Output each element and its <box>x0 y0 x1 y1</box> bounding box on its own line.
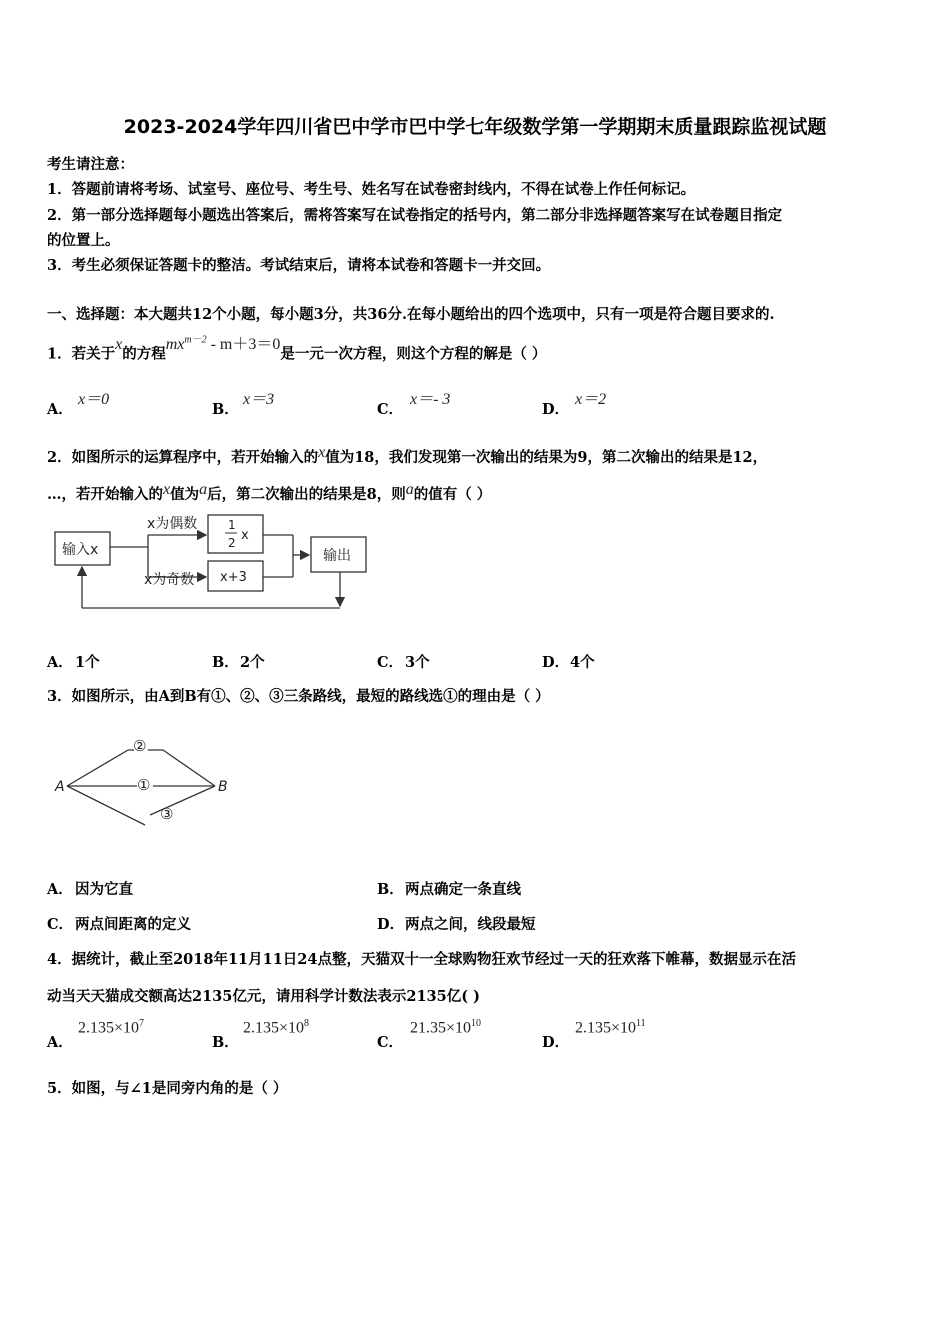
plus3-label: x+3 <box>220 570 247 585</box>
option-label: B． <box>212 654 239 671</box>
route-1-label: ① <box>137 776 151 794</box>
route-2 <box>67 750 128 786</box>
half-num: 1 <box>228 518 236 532</box>
option-label: C． <box>377 1034 404 1051</box>
option-label: D． <box>542 401 570 418</box>
option-value: x＝0 <box>78 391 110 408</box>
question-3: 3．如图所示，由A到B有①、②、③三条路线，最短的路线选①的理由是（ ） <box>47 688 550 705</box>
q2-var: a <box>405 481 414 498</box>
question-2-line2 <box>47 483 491 504</box>
notice-item: 的位置上。 <box>47 232 120 249</box>
q1-text: 的方程 <box>122 345 166 363</box>
q1-eq-exp: m－2 <box>184 335 207 346</box>
notice-item: 3．考生必须保证答题卡的整洁。考试结束后，请将本试卷和答题卡一并交回。 <box>47 257 551 274</box>
option-value: 4个 <box>570 654 595 671</box>
routes-diagram <box>45 730 245 830</box>
option-value: 2个 <box>240 654 265 671</box>
option-value: $2.135\times 10^{11}$ <box>575 1018 646 1037</box>
option-value: x＝2 <box>575 391 607 408</box>
option-label: A． <box>47 401 73 418</box>
option-label: B． <box>212 1034 239 1051</box>
option-label: D． <box>542 1034 570 1051</box>
option-label: C． <box>47 916 74 933</box>
question-2-line1 <box>47 446 767 467</box>
option-value: 两点之间，线段最短 <box>405 916 536 933</box>
notice-item: 1．答题前请将考场、试室号、座位号、考生号、姓名写在试卷密封线内，不得在试卷上作任何标记。 <box>47 181 696 198</box>
option-value: $2.135\times 10^8$ <box>243 1018 310 1037</box>
option-label: D． <box>542 654 570 671</box>
option-value: 因为它直 <box>75 881 133 898</box>
q2-var: x <box>318 444 326 461</box>
even-label: x为偶数 <box>147 516 198 532</box>
input-label: 输入x <box>62 542 99 558</box>
q2-text: 值为18，我们发现第一次输出的结果为9，第二次输出的结果是12， <box>325 449 768 466</box>
option-label: A． <box>47 1034 73 1051</box>
flowchart-diagram <box>40 505 400 620</box>
q2-text: 值为 <box>170 486 200 503</box>
section-heading: 一、选择题：本大题共12个小题，每小题3分，共36分.在每小题给出的四个选项中，只有一项是符合题目要求的. <box>47 306 775 323</box>
option-value: $21.35\times 10^{10}$ <box>410 1018 482 1037</box>
q2-text: 后，第二次输出的结果是8，则 <box>207 486 406 503</box>
option-value: x＝- 3 <box>410 391 451 408</box>
option-label: B． <box>212 401 239 418</box>
notice-item: 2．第一部分选择题每小题选出答案后，需将答案写在试卷指定的括号内，第二部分非选择题答案写在试卷题目指定 <box>47 207 783 224</box>
q2-var: x <box>163 481 171 498</box>
route-3 <box>67 786 145 825</box>
option-label: A． <box>47 881 73 898</box>
route-2-label: ② <box>133 737 147 755</box>
output-label: 输出 <box>323 548 351 564</box>
option-label: B． <box>377 881 404 898</box>
notice-heading: 考生请注意： <box>47 156 134 173</box>
q1-eq: mx <box>165 336 185 354</box>
option-label: D． <box>377 916 405 933</box>
option-label: A． <box>47 654 73 671</box>
half-den: 2 <box>228 536 236 550</box>
option-value: 两点确定一条直线 <box>405 881 521 898</box>
q2-text: 2．如图所示的运算程序中，若开始输入的 <box>47 449 319 466</box>
question-4-line2: 动当天天猫成交额高达2135亿元，请用科学计数法表示2135亿( ) <box>47 988 480 1005</box>
half-var: x <box>241 528 249 543</box>
q2-text: 的值有（ ） <box>413 486 492 503</box>
option-value: 两点间距离的定义 <box>75 916 191 933</box>
option-value: 3个 <box>405 654 430 671</box>
option-value: 1个 <box>75 654 100 671</box>
point-b: B <box>218 779 228 795</box>
q1-text: 是一元一次方程，则这个方程的解是（ ） <box>280 345 547 363</box>
route-3-label: ③ <box>160 805 174 823</box>
question-5: 5．如图，与∠1是同旁内角的是（ ） <box>47 1080 288 1097</box>
option-value: $2.135\times 10^7$ <box>78 1018 145 1037</box>
question-1 <box>47 335 547 363</box>
option-value: x＝3 <box>243 391 275 408</box>
odd-label: x为奇数 <box>144 572 195 588</box>
q2-var: a <box>199 481 208 498</box>
page-title: 2023-2024学年四川省巴中学市巴中学七年级数学第一学期期末质量跟踪监视试题 <box>123 116 827 138</box>
option-label: C． <box>377 654 404 671</box>
option-label: C． <box>377 401 404 418</box>
q1-text: 1．若关于 <box>47 345 116 363</box>
q1-eq: - m＋3＝0 <box>206 336 281 354</box>
q1-var: x <box>115 336 123 354</box>
q2-text: …，若开始输入的 <box>47 486 163 503</box>
point-a: A <box>55 779 65 795</box>
question-4-line1: 4．据统计，截止至2018年11月11日24点整，天猫双十一全球购物狂欢节经过一天的狂欢落下帷幕，数据显示在活 <box>47 951 796 968</box>
